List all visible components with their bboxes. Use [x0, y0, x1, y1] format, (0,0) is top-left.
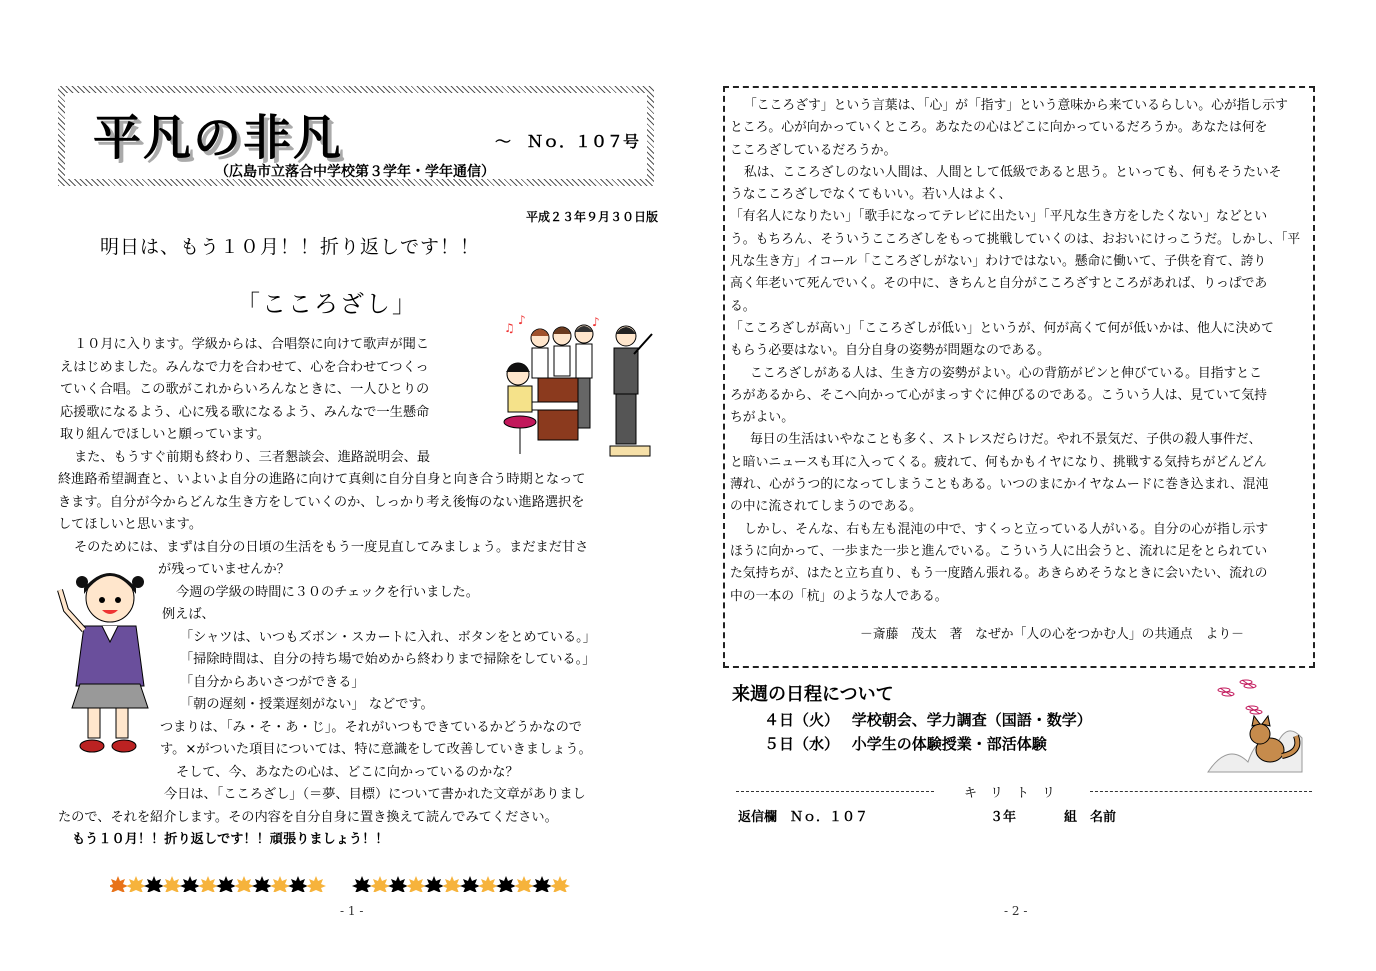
quote-line: もらう必要はない。自分自身の姿勢が問題なのである。: [730, 343, 1050, 359]
page-number-1: - 1 -: [340, 904, 364, 918]
newsletter-subtitle: （広島市立落合中学校第３学年・学年通信）: [215, 164, 495, 180]
schedule-title: 来週の日程について: [732, 684, 894, 705]
masthead: [58, 86, 654, 186]
reply-label: 返信欄 Ｎｏ．１０７: [738, 810, 869, 825]
paragraph-line: 取り組んでほしいと願っています。: [60, 427, 270, 442]
checklist-item: 「自分からあいさつができる」: [180, 674, 365, 690]
quote-line: しかし、そんな、右も左も混沌の中で、すくっと立っている人がいる。自分の心が指し示す: [744, 521, 1269, 537]
quote-line: ほうに向かって、一歩また一歩と進んでいる。こういう人に出会うと、流れに足をとられてい: [730, 543, 1268, 559]
quote-line: ちがよい。: [730, 410, 794, 426]
quote-line: 「有名人になりたい」「歌手になってテレビに出たい」「平凡な生き方をしたくない」などとい: [730, 209, 1268, 225]
schedule-list: [764, 708, 1092, 756]
issue-number: ～ Ｎｏ．１０７号: [495, 132, 640, 151]
quote-line: 薄れ、心がうつ的になってしまうこともある。いつのまにかイヤなムードに巻き込まれ、混沌: [730, 477, 1269, 493]
quote-line: こころざしているだろうか。: [730, 142, 897, 158]
cut-line-right: [1090, 791, 1312, 792]
quote-line: こころざしがある人は、生き方の姿勢がよい。心の背筋がピンと伸びている。目指すとこ: [750, 365, 1262, 381]
section-title: 「こころざし」: [236, 290, 418, 318]
quote-line: 「こころざす」という言葉は、「心」が「指す」という意味から来ているらしい。心が指し示す: [744, 98, 1288, 113]
schedule-item: ４日（火） 学校朝会、学力調査（国語・数学）: [764, 711, 1092, 729]
paragraph-line: す。×がついた項目については、特に意識をして改善していきましょう。: [160, 742, 592, 757]
headline: 明日は、もう１０月！！折り返しです！！: [100, 236, 481, 258]
page-number-2: - 2 -: [1004, 904, 1028, 918]
svg-text:♪: ♪: [518, 313, 526, 327]
quote-line: 「こころざしが高い」「こころざしが低い」というが、何が高くて何が低いかは、他人に決めて: [730, 320, 1274, 336]
quote-line: た気持ちが、はたと立ち直り、もう一度踏ん張れる。あきらめそうなときに会いたい、流れの: [730, 566, 1268, 582]
closing-line: もう１０月！！折り返しです！！頑張りましょう！！: [72, 832, 389, 847]
quote-line: 毎日の生活はいやなことも多く、ストレスだらけだ。やれ不景気だ、子供の殺人事件だ、: [750, 432, 1262, 448]
paragraph-line: そのためには、まずは自分の日頃の生活をもう一度見直してみましょう。まだまだ甘さ: [74, 539, 589, 555]
quote-line: ところ。心が向かっていくところ。あなたの心はどこに向かっているだろうか。あなたは何を: [730, 120, 1268, 136]
reply-class-name: 組 名前: [1064, 810, 1117, 825]
svg-text:♫: ♫: [504, 321, 515, 335]
svg-text:♪: ♪: [592, 315, 600, 329]
quote-line: 中の一本の「杭」のような人である。: [730, 588, 948, 604]
checklist-item: 「シャツは、いつもズボン・スカートに入れ、ボタンをとめている。」: [180, 629, 596, 645]
paragraph-line: 終進路希望調査と、いよいよ自分の進路に向けて真剣に自分自身と向き合う時期となって: [58, 472, 586, 487]
paragraph-line: たので、それを紹介します。その内容を自分自身に置き換えて読んでみてください。: [58, 809, 558, 825]
paragraph-line: 応援歌になるよう、心に残る歌になるよう、みんなで一生懸命: [60, 404, 430, 420]
paragraph-line: きます。自分が今からどんな生き方をしていくのか、しっかり考え後悔のない進路選択を: [58, 494, 585, 510]
paragraph-line: 今日は、「こころざし」（＝夢、目標）について書かれた文章がありまし: [164, 787, 586, 802]
dragonfly-fox-illustration: [1198, 676, 1310, 780]
quote-source: －斎藤 茂太 著 なぜか「人の心をつかむ人」の共通点 より－: [860, 626, 1244, 642]
left-article: [60, 334, 596, 852]
quote-line: 高く年老いて死んでいく。その中に、きちんと自分がこころざすところがあれば、りっぱであ: [730, 276, 1268, 292]
paragraph-line: が残っていませんか？: [158, 562, 290, 577]
quote-box: [723, 86, 1315, 668]
cut-line-left: [736, 791, 934, 792]
paragraph-line: 今週の学級の時間に３０のチェックを行いました。: [176, 584, 479, 600]
paragraph-line: してほしいと思います。: [58, 517, 203, 532]
quote-text: [730, 95, 1304, 646]
reply-grade: ３年: [990, 810, 1017, 825]
quote-line: ろがあるから、そこへ向かって心がまっすぐに伸びるのである。こういう人は、見ていて気持: [730, 387, 1267, 403]
quote-line: う。もちろん、そういうこころざしをもって挑戦していくのは、おおいにけっこうだ。しかし、「平: [730, 231, 1301, 247]
maple-leaf-row: [110, 876, 580, 892]
paragraph-line: そして、今、あなたの心は、どこに向かっているのかな？: [176, 764, 519, 780]
quote-line: と暗いニュースも耳に入ってくる。疲れて、何もかもイヤになり、挑戦する気持ちがどんどん: [730, 454, 1267, 470]
schedule-item: ５日（水） 小学生の体験授業・部活体験: [764, 735, 1047, 753]
quote-line: の中に流されてしまうのである。: [730, 499, 922, 515]
quote-line: る。: [730, 298, 756, 314]
checklist-item: 「掃除時間は、自分の持ち場で始めから終わりまで掃除をしている。」: [180, 652, 596, 667]
masthead-inner: [65, 93, 647, 179]
paragraph-line: つまりは、「み・そ・あ・じ」。それがいつもできているかどうかなので: [160, 719, 582, 735]
newsletter-title: 平凡の非凡: [93, 110, 344, 166]
quote-line: 私は、こころざしのない人間は、人間として低級であると思う。といっても、何もそうたいそ: [744, 164, 1282, 180]
issue-date: 平成２３年９月３０日版: [525, 210, 658, 224]
cut-line-label: キ リ ト リ: [964, 786, 1056, 801]
quote-line: 凡な生き方」イコール「こころざしがない」わけではない。懸命に働いて、子供を育て、誇り: [730, 254, 1267, 270]
paragraph-line: ていく合唱。この歌がこれからいろんなときに、一人ひとりの: [60, 382, 430, 397]
paragraph-line: 例えば、: [162, 607, 215, 622]
quote-line: うなこころざしでなくてもいい。若い人はよく、: [730, 187, 1012, 203]
checklist-item: 「朝の遅刻・授業遅刻がない」 などです。: [180, 697, 434, 712]
paragraph-line: また、もうすぐ前期も終わり、三者懇談会、進路説明会、最: [74, 449, 431, 465]
paragraph-line: １０月に入ります。学級からは、合唱祭に向けて歌声が聞こ: [74, 337, 430, 352]
autumn-leaf-border: [110, 876, 580, 896]
paragraph-line: えはじめました。みんなで力を合わせて、心を合わせてつくっ: [60, 359, 429, 375]
